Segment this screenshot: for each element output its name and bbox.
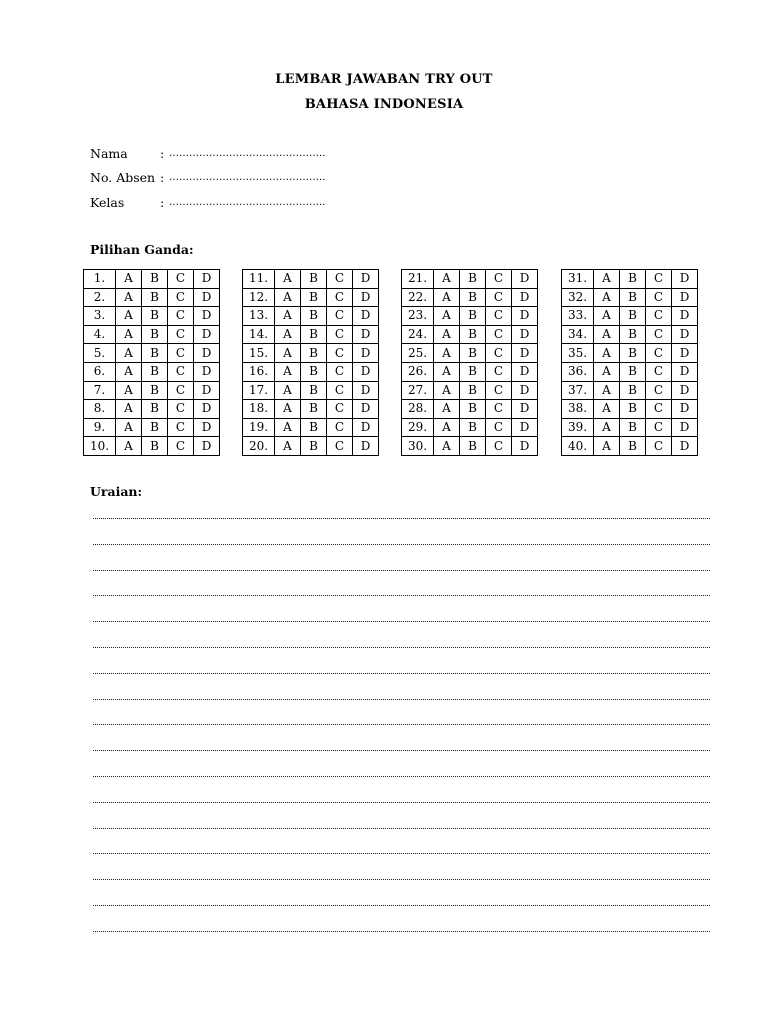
answer-option-a[interactable]: A xyxy=(434,288,460,307)
answer-option-d[interactable]: D xyxy=(194,400,220,419)
question-number: 5. xyxy=(84,344,116,363)
answer-option-a[interactable]: A xyxy=(594,270,620,289)
answer-option-b[interactable]: B xyxy=(142,288,168,307)
question-number: 20. xyxy=(243,437,275,456)
answer-option-a[interactable]: A xyxy=(116,325,142,344)
question-row xyxy=(402,270,538,289)
answer-grid-31-40 xyxy=(561,269,698,456)
answer-option-a[interactable]: A xyxy=(594,307,620,326)
answer-option-b[interactable]: B xyxy=(142,270,168,289)
question-row xyxy=(562,307,698,326)
question-row xyxy=(243,270,379,289)
answer-option-b[interactable]: B xyxy=(301,362,327,381)
essay-answer-line[interactable] xyxy=(93,828,710,829)
answer-option-c[interactable]: C xyxy=(327,400,353,419)
answer-option-a[interactable]: A xyxy=(116,418,142,437)
answer-option-c[interactable]: C xyxy=(646,400,672,419)
answer-option-b[interactable]: B xyxy=(460,270,486,289)
answer-option-a[interactable]: A xyxy=(116,288,142,307)
answer-option-c[interactable]: C xyxy=(327,270,353,289)
answer-option-d[interactable]: D xyxy=(353,307,379,326)
answer-option-a[interactable]: A xyxy=(594,418,620,437)
question-row xyxy=(243,344,379,363)
answer-option-b[interactable]: B xyxy=(301,437,327,456)
answer-option-b[interactable]: B xyxy=(620,325,646,344)
answer-option-c[interactable]: C xyxy=(168,418,194,437)
answer-option-c[interactable]: C xyxy=(646,437,672,456)
answer-option-b[interactable]: B xyxy=(620,381,646,400)
answer-option-a[interactable]: A xyxy=(275,307,301,326)
answer-option-a[interactable]: A xyxy=(275,437,301,456)
essay-answer-line[interactable] xyxy=(93,802,710,803)
question-number: 8. xyxy=(84,400,116,419)
question-row xyxy=(243,418,379,437)
question-row xyxy=(562,288,698,307)
answer-option-c[interactable]: C xyxy=(327,325,353,344)
answer-option-a[interactable]: A xyxy=(434,307,460,326)
answer-option-c[interactable]: C xyxy=(327,418,353,437)
answer-option-b[interactable]: B xyxy=(620,307,646,326)
question-row xyxy=(84,362,220,381)
answer-option-a[interactable]: A xyxy=(434,400,460,419)
answer-option-c[interactable]: C xyxy=(168,307,194,326)
answer-option-c[interactable]: C xyxy=(327,381,353,400)
question-row xyxy=(243,307,379,326)
answer-option-d[interactable]: D xyxy=(672,270,698,289)
question-number: 14. xyxy=(243,325,275,344)
answer-option-c[interactable]: C xyxy=(168,288,194,307)
question-row xyxy=(562,270,698,289)
kelas-blank[interactable]: ……………………………………….. xyxy=(169,197,326,208)
answer-option-a[interactable]: A xyxy=(116,362,142,381)
answer-option-c[interactable]: C xyxy=(486,400,512,419)
answer-option-d[interactable]: D xyxy=(194,437,220,456)
answer-option-b[interactable]: B xyxy=(142,362,168,381)
answer-option-c[interactable]: C xyxy=(327,288,353,307)
answer-option-d[interactable]: D xyxy=(353,270,379,289)
question-row xyxy=(562,362,698,381)
answer-option-c[interactable]: C xyxy=(327,307,353,326)
answer-option-c[interactable]: C xyxy=(168,381,194,400)
question-row xyxy=(402,381,538,400)
question-number: 15. xyxy=(243,344,275,363)
essay-answer-line[interactable] xyxy=(93,673,710,674)
answer-option-c[interactable]: C xyxy=(646,362,672,381)
answer-option-a[interactable]: A xyxy=(434,418,460,437)
question-row xyxy=(84,400,220,419)
question-row xyxy=(84,437,220,456)
question-number: 23. xyxy=(402,307,434,326)
answer-grid-21-30 xyxy=(401,269,538,456)
answer-option-d[interactable]: D xyxy=(194,362,220,381)
answer-option-c[interactable]: C xyxy=(168,362,194,381)
name-blank[interactable]: ……………………………………….. xyxy=(169,148,326,159)
question-number: 29. xyxy=(402,418,434,437)
essay-answer-line[interactable] xyxy=(93,853,710,854)
question-number: 7. xyxy=(84,381,116,400)
question-number: 19. xyxy=(243,418,275,437)
answer-option-a[interactable]: A xyxy=(594,325,620,344)
essay-answer-line[interactable] xyxy=(93,518,710,519)
answer-option-a[interactable]: A xyxy=(594,362,620,381)
essay-answer-line[interactable] xyxy=(93,699,710,700)
question-number: 35. xyxy=(562,344,594,363)
question-row xyxy=(243,400,379,419)
answer-option-d[interactable]: D xyxy=(672,362,698,381)
answer-option-c[interactable]: C xyxy=(486,418,512,437)
answer-option-a[interactable]: A xyxy=(434,362,460,381)
multiple-choice-heading: Pilihan Ganda: xyxy=(90,242,194,257)
answer-option-c[interactable]: C xyxy=(168,437,194,456)
question-row xyxy=(562,418,698,437)
answer-option-a[interactable]: A xyxy=(434,381,460,400)
answer-option-d[interactable]: D xyxy=(672,418,698,437)
essay-answer-line[interactable] xyxy=(93,544,710,545)
answer-option-b[interactable]: B xyxy=(142,381,168,400)
answer-option-c[interactable]: C xyxy=(168,400,194,419)
answer-option-d[interactable]: D xyxy=(194,325,220,344)
answer-option-c[interactable]: C xyxy=(168,270,194,289)
answer-option-a[interactable]: A xyxy=(116,307,142,326)
answer-option-c[interactable]: C xyxy=(168,325,194,344)
question-number: 34. xyxy=(562,325,594,344)
question-row xyxy=(562,400,698,419)
question-number: 39. xyxy=(562,418,594,437)
answer-option-c[interactable]: C xyxy=(646,325,672,344)
question-number: 25. xyxy=(402,344,434,363)
answer-option-b[interactable]: B xyxy=(142,344,168,363)
answer-option-d[interactable]: D xyxy=(353,400,379,419)
answer-option-c[interactable]: C xyxy=(646,381,672,400)
answer-option-c[interactable]: C xyxy=(486,381,512,400)
question-row xyxy=(243,325,379,344)
answer-option-c[interactable]: C xyxy=(646,270,672,289)
absen-label: No. Absen xyxy=(90,170,156,185)
answer-option-d[interactable]: D xyxy=(194,344,220,363)
question-row xyxy=(402,344,538,363)
question-number: 3. xyxy=(84,307,116,326)
question-row xyxy=(402,307,538,326)
answer-option-a[interactable]: A xyxy=(275,344,301,363)
answer-option-a[interactable]: A xyxy=(275,362,301,381)
question-row xyxy=(84,325,220,344)
question-row xyxy=(402,400,538,419)
answer-option-b[interactable]: B xyxy=(620,418,646,437)
answer-option-a[interactable]: A xyxy=(275,418,301,437)
answer-option-b[interactable]: B xyxy=(460,381,486,400)
answer-option-a[interactable]: A xyxy=(116,344,142,363)
answer-option-b[interactable]: B xyxy=(460,418,486,437)
question-number: 9. xyxy=(84,418,116,437)
question-number: 38. xyxy=(562,400,594,419)
question-row xyxy=(402,418,538,437)
question-row xyxy=(243,437,379,456)
answer-option-d[interactable]: D xyxy=(512,344,538,363)
page-title: LEMBAR JAWABAN TRY OUT xyxy=(275,72,493,87)
question-row xyxy=(243,288,379,307)
answer-option-b[interactable]: B xyxy=(460,325,486,344)
answer-option-a[interactable]: A xyxy=(275,270,301,289)
answer-option-c[interactable]: C xyxy=(646,288,672,307)
question-row xyxy=(402,288,538,307)
answer-option-c[interactable]: C xyxy=(486,288,512,307)
answer-option-d[interactable]: D xyxy=(672,288,698,307)
question-number: 18. xyxy=(243,400,275,419)
question-number: 32. xyxy=(562,288,594,307)
answer-option-b[interactable]: B xyxy=(620,270,646,289)
answer-option-d[interactable]: D xyxy=(512,362,538,381)
answer-option-b[interactable]: B xyxy=(301,307,327,326)
answer-option-b[interactable]: B xyxy=(460,288,486,307)
question-number: 4. xyxy=(84,325,116,344)
name-colon: : xyxy=(160,146,165,161)
question-row xyxy=(84,307,220,326)
question-number: 36. xyxy=(562,362,594,381)
answer-option-b[interactable]: B xyxy=(301,418,327,437)
answer-option-a[interactable]: A xyxy=(594,344,620,363)
answer-option-c[interactable]: C xyxy=(327,344,353,363)
essay-answer-line[interactable] xyxy=(93,570,710,571)
answer-option-d[interactable]: D xyxy=(353,418,379,437)
answer-option-c[interactable]: C xyxy=(646,344,672,363)
answer-option-a[interactable]: A xyxy=(116,437,142,456)
answer-option-c[interactable]: C xyxy=(646,307,672,326)
answer-option-d[interactable]: D xyxy=(672,381,698,400)
question-number: 22. xyxy=(402,288,434,307)
answer-option-a[interactable]: A xyxy=(434,344,460,363)
question-row xyxy=(402,325,538,344)
answer-option-d[interactable]: D xyxy=(353,362,379,381)
answer-option-a[interactable]: A xyxy=(275,325,301,344)
question-row xyxy=(402,437,538,456)
answer-option-b[interactable]: B xyxy=(301,344,327,363)
essay-answer-line[interactable] xyxy=(93,879,710,880)
answer-option-d[interactable]: D xyxy=(512,437,538,456)
question-number: 40. xyxy=(562,437,594,456)
answer-option-c[interactable]: C xyxy=(486,362,512,381)
answer-option-d[interactable]: D xyxy=(194,270,220,289)
answer-option-b[interactable]: B xyxy=(301,325,327,344)
question-row xyxy=(84,344,220,363)
answer-option-d[interactable]: D xyxy=(353,325,379,344)
question-number: 1. xyxy=(84,270,116,289)
question-number: 24. xyxy=(402,325,434,344)
answer-option-c[interactable]: C xyxy=(486,270,512,289)
question-number: 2. xyxy=(84,288,116,307)
answer-option-b[interactable]: B xyxy=(620,344,646,363)
answer-option-c[interactable]: C xyxy=(168,344,194,363)
question-row xyxy=(84,288,220,307)
answer-option-d[interactable]: D xyxy=(512,288,538,307)
answer-option-b[interactable]: B xyxy=(460,437,486,456)
answer-option-d[interactable]: D xyxy=(353,437,379,456)
question-number: 26. xyxy=(402,362,434,381)
question-number: 11. xyxy=(243,270,275,289)
answer-option-c[interactable]: C xyxy=(486,437,512,456)
answer-option-a[interactable]: A xyxy=(116,400,142,419)
answer-option-b[interactable]: B xyxy=(142,400,168,419)
answer-option-a[interactable]: A xyxy=(116,270,142,289)
question-number: 33. xyxy=(562,307,594,326)
essay-answer-line[interactable] xyxy=(93,931,710,932)
question-row xyxy=(562,437,698,456)
question-row xyxy=(84,381,220,400)
question-row xyxy=(562,344,698,363)
answer-option-b[interactable]: B xyxy=(460,362,486,381)
answer-option-b[interactable]: B xyxy=(460,400,486,419)
question-number: 12. xyxy=(243,288,275,307)
answer-option-d[interactable]: D xyxy=(672,437,698,456)
answer-option-b[interactable]: B xyxy=(620,288,646,307)
answer-option-d[interactable]: D xyxy=(672,344,698,363)
answer-option-c[interactable]: C xyxy=(646,418,672,437)
answer-option-a[interactable]: A xyxy=(594,437,620,456)
answer-option-d[interactable]: D xyxy=(353,381,379,400)
answer-option-a[interactable]: A xyxy=(594,288,620,307)
question-number: 27. xyxy=(402,381,434,400)
name-label: Nama xyxy=(90,146,128,161)
answer-option-a[interactable]: A xyxy=(116,381,142,400)
answer-option-b[interactable]: B xyxy=(301,270,327,289)
answer-option-c[interactable]: C xyxy=(486,344,512,363)
question-number: 28. xyxy=(402,400,434,419)
answer-option-a[interactable]: A xyxy=(594,381,620,400)
answer-option-b[interactable]: B xyxy=(142,325,168,344)
essay-answer-line[interactable] xyxy=(93,647,710,648)
answer-option-d[interactable]: D xyxy=(194,418,220,437)
answer-option-d[interactable]: D xyxy=(512,418,538,437)
essay-heading: Uraian: xyxy=(90,484,143,499)
answer-option-a[interactable]: A xyxy=(434,437,460,456)
answer-option-b[interactable]: B xyxy=(620,437,646,456)
answer-option-d[interactable]: D xyxy=(353,288,379,307)
answer-option-c[interactable]: C xyxy=(327,362,353,381)
question-row xyxy=(84,270,220,289)
kelas-colon: : xyxy=(160,195,165,210)
essay-answer-line[interactable] xyxy=(93,750,710,751)
answer-option-a[interactable]: A xyxy=(275,381,301,400)
answer-option-c[interactable]: C xyxy=(327,437,353,456)
answer-option-d[interactable]: D xyxy=(512,400,538,419)
answer-option-b[interactable]: B xyxy=(620,362,646,381)
answer-option-d[interactable]: D xyxy=(672,325,698,344)
answer-option-b[interactable]: B xyxy=(620,400,646,419)
answer-option-a[interactable]: A xyxy=(434,325,460,344)
answer-option-b[interactable]: B xyxy=(142,307,168,326)
answer-option-d[interactable]: D xyxy=(353,344,379,363)
question-row xyxy=(562,381,698,400)
essay-answer-line[interactable] xyxy=(93,905,710,906)
answer-option-b[interactable]: B xyxy=(142,418,168,437)
question-row xyxy=(243,362,379,381)
essay-answer-line[interactable] xyxy=(93,595,710,596)
answer-option-a[interactable]: A xyxy=(275,400,301,419)
question-number: 30. xyxy=(402,437,434,456)
answer-option-c[interactable]: C xyxy=(486,307,512,326)
question-number: 21. xyxy=(402,270,434,289)
answer-option-d[interactable]: D xyxy=(194,307,220,326)
answer-option-b[interactable]: B xyxy=(301,400,327,419)
essay-answer-line[interactable] xyxy=(93,621,710,622)
answer-grid-1-10 xyxy=(83,269,220,456)
kelas-label: Kelas xyxy=(90,195,125,210)
question-number: 10. xyxy=(84,437,116,456)
question-number: 17. xyxy=(243,381,275,400)
question-row xyxy=(84,418,220,437)
question-row xyxy=(562,325,698,344)
answer-option-a[interactable]: A xyxy=(434,270,460,289)
answer-option-b[interactable]: B xyxy=(301,288,327,307)
answer-option-d[interactable]: D xyxy=(512,307,538,326)
absen-blank[interactable]: ……………………………………….. xyxy=(169,172,326,183)
answer-option-d[interactable]: D xyxy=(672,307,698,326)
question-row xyxy=(243,381,379,400)
answer-option-d[interactable]: D xyxy=(512,270,538,289)
question-row xyxy=(402,362,538,381)
answer-option-c[interactable]: C xyxy=(486,325,512,344)
question-number: 6. xyxy=(84,362,116,381)
essay-answer-line[interactable] xyxy=(93,776,710,777)
answer-option-d[interactable]: D xyxy=(194,288,220,307)
answer-option-d[interactable]: D xyxy=(512,381,538,400)
answer-option-d[interactable]: D xyxy=(512,325,538,344)
answer-option-b[interactable]: B xyxy=(301,381,327,400)
absen-colon: : xyxy=(160,170,165,185)
question-number: 37. xyxy=(562,381,594,400)
answer-option-b[interactable]: B xyxy=(460,344,486,363)
answer-grid-11-20 xyxy=(242,269,379,456)
question-number: 13. xyxy=(243,307,275,326)
answer-option-d[interactable]: D xyxy=(194,381,220,400)
essay-answer-line[interactable] xyxy=(93,724,710,725)
subject-title: BAHASA INDONESIA xyxy=(304,97,464,112)
answer-option-a[interactable]: A xyxy=(275,288,301,307)
answer-option-a[interactable]: A xyxy=(594,400,620,419)
answer-option-b[interactable]: B xyxy=(142,437,168,456)
answer-option-b[interactable]: B xyxy=(460,307,486,326)
question-number: 31. xyxy=(562,270,594,289)
question-number: 16. xyxy=(243,362,275,381)
answer-option-d[interactable]: D xyxy=(672,400,698,419)
